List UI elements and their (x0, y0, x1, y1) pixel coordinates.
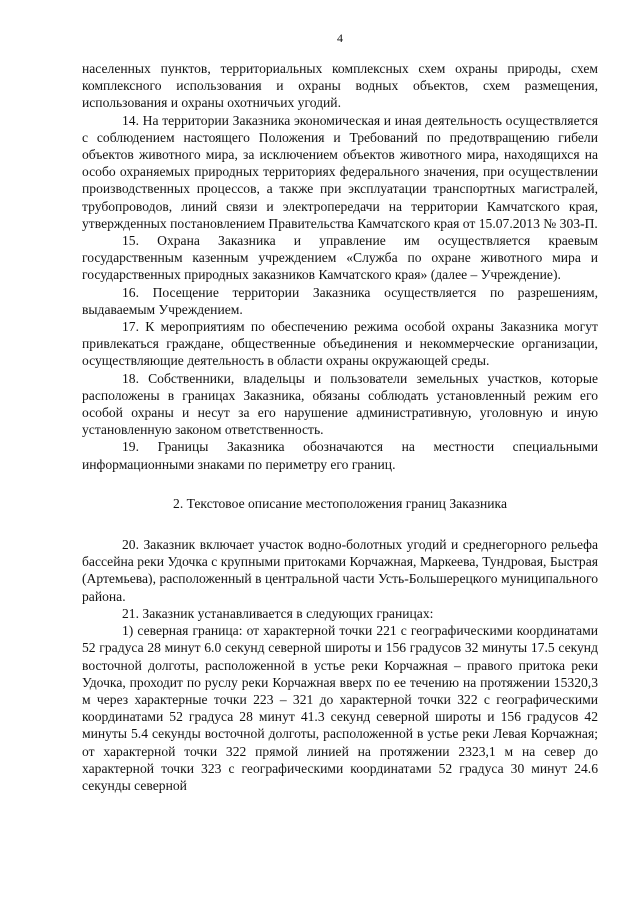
paragraph-21-item-1: 1) северная граница: от характерной точки 221 с географическими координатами 52 градуса 28 минут 6.0 секунд северной широты и 156 градусов 32 минуты 17.5 секунд восточной долготы, расположенной в устье реки Корчажная – правого притока реки Удочка, проходит по руслу реки Корчажная вверх по ее течению на протяжении 15320,3 м через характерные точки 223 – 321 до характерной точки 322 с географическими координатами 52 градуса 28 минут 41.3 секунд северной широты и 156 градусов 42 минуты 5.4 секунды восточной долготы, расположенной в устье реки Левая Корчажная; от характерной точки 322 прямой линией на протяжении 2323,1 м на север до характерной точки 323 с географическими координатами 52 градуса 30 минут 24.6 секунды северной (82, 623, 598, 793)
paragraph-15: 15. Охрана Заказника и управление им осуществляется краевым государственным казенным учреждением «Служба по охране животного мира и государственных природных заказников Камчатского края» (далее – Учреждение). (82, 233, 598, 283)
paragraph-19: 19. Границы Заказника обозначаются на местности специальными информационными знаками по периметру его границ. (82, 439, 598, 472)
page-number: 4 (337, 31, 343, 45)
paragraph-21: 21. Заказник устанавливается в следующих границах: (122, 605, 434, 621)
paragraph-16: 16. Посещение территории Заказника осуществляется по разрешениям, выдаваемым Учреждением. (82, 284, 598, 317)
paragraph-14: 14. На территории Заказника экономическая и иная деятельность осуществляется с соблюдением настоящего Положения и Требований по предотвращению гибели объектов животного мира, за исключением объектов животного мира, находящихся на особо охраняемых природных территориях федерального значения, при осуществлении производственных процессов, а также при эксплуатации транспортных магистралей, трубопроводов, линий связи и электропередачи на территории Камчатского края, утвержденных постановлением Правительства Камчатского края от 15.07.2013 № 303-П. (82, 112, 598, 231)
section-heading: 2. Текстовое описание местоположения границ Заказника (173, 495, 507, 511)
paragraph-continuation: населенных пунктов, территориальных комплексных схем охраны природы, схем комплексного использования и охраны водных объектов, схем размещения, использования и охраны охотничьих угодий. (82, 61, 598, 111)
paragraph-17: 17. К мероприятиям по обеспечению режима особой охраны Заказника могут привлекаться граждане, общественные объединения и некоммерческие организации, осуществляющие деятельность в области охраны окружающей среды. (82, 319, 598, 369)
paragraph-18: 18. Собственники, владельцы и пользователи земельных участков, которые расположены в границах Заказника, обязаны соблюдать установленный режим его особой охраны и несут за его нарушение административную, уголовную и иную установленную законом ответственность. (82, 370, 598, 438)
body-bottom (82, 536, 598, 794)
body-top (82, 60, 598, 473)
paragraph-20: 20. Заказник включает участок водно-болотных угодий и среднегорного рельефа бассейна реки Удочка с крупными притоками Корчажная, Маркеева, Тундровая, Быстрая (Артемьева), расположенный в центральной части Усть-Большерецкого муниципального района. (82, 537, 598, 604)
